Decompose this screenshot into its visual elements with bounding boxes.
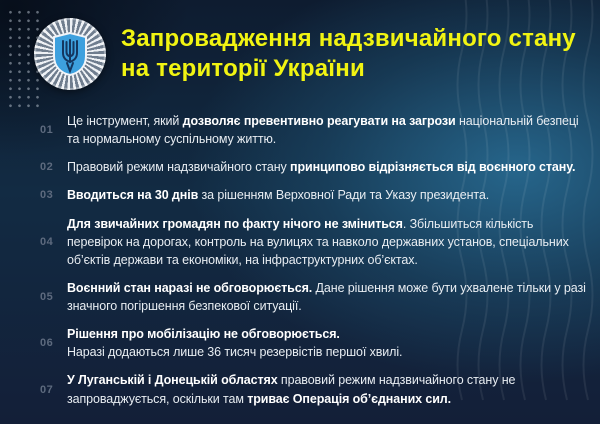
list-item — [40, 158, 588, 176]
title-line-1: Запровадження надзвичайного стану — [121, 25, 576, 52]
item-number: 04 — [40, 235, 54, 248]
item-text: Для звичайних громадян по факту нічого не зміниться. Збільшиться кількість перевірок на дорогах, контроль на вулицях та навколо державних установ, спеціальних об’єктів держави та економіки, на інфраструктурних об’єктах. — [67, 216, 569, 267]
item-text: Це інструмент, який дозволяє превентивно реагувати на загрози національній безпеці та нормальному суспільному життю. — [67, 114, 579, 147]
title-line-2: на території України — [121, 55, 365, 82]
item-number: 02 — [40, 161, 54, 174]
item-text: Вводиться на 30 днів за рішенням Верховної Ради та Указу президента. — [67, 188, 490, 203]
item-number: 06 — [40, 337, 54, 350]
page-title — [121, 24, 576, 84]
mvs-ukraine-emblem-icon — [34, 18, 106, 90]
item-text: У Луганській і Донецькій областях правовий режим надзвичайного стану не запроваджується, оскільки там триває Операція об’єднаних сил. — [67, 373, 516, 406]
list-item — [40, 186, 588, 204]
item-number: 07 — [40, 383, 54, 396]
item-text: Правовий режим надзвичайного стану принципово відрізняється від воєнного стану. — [67, 160, 576, 175]
item-number: 03 — [40, 189, 54, 202]
trident-shield-icon — [52, 32, 88, 76]
item-text: Воєнний стан наразі не обговорюється. Дане рішення може бути ухвалене тільки у разі значного погіршення безпекової ситуації. — [67, 280, 586, 313]
list-item — [40, 371, 588, 407]
list-item — [40, 112, 588, 148]
header — [34, 18, 576, 90]
list-item — [40, 215, 588, 269]
item-number: 01 — [40, 124, 54, 137]
item-number: 05 — [40, 291, 54, 303]
fact-list — [40, 112, 588, 408]
item-text: Рішення про мобілізацію не обговорюється. Наразі додаються лише 36 тисяч резервістів першої хвилі. — [67, 327, 403, 360]
list-item — [40, 279, 588, 315]
list-item — [40, 325, 588, 361]
